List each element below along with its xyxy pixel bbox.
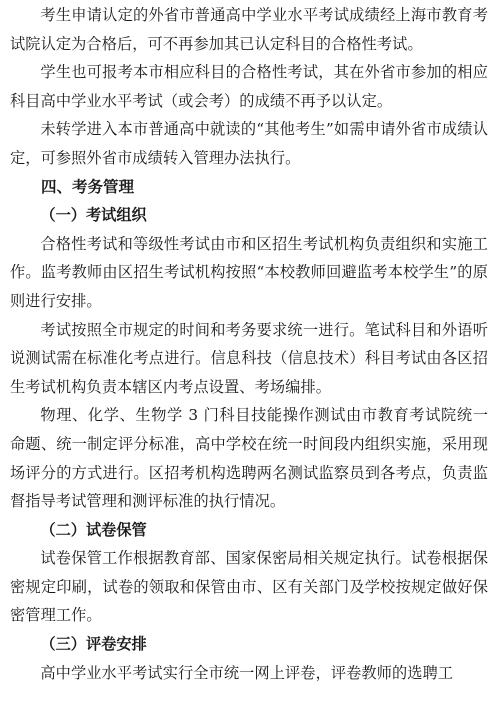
subheading-title: 试卷保管	[85, 520, 147, 539]
paragraph-exam-organization-3: 物理、化学、生物学 3 门科目技能操作测试由市教育考试院统一命题、统一制定评分标准，高中学校在统一时间段内组织实施，采用现场评分的方式进行。区招考机构选聘两名测试监察员到各考点，负责监督指导考试管理和测评标准的执行情况。	[10, 406, 488, 511]
paragraph-exam-organization-2: 考试按照全市规定的时间和考务要求统一进行。笔试科目和外语听说测试需在标准化考点进行。信息科技（信息技术）科目考试由各区招生考试机构负责本辖区内考点设置、考场编排。	[10, 320, 488, 396]
subheading-number: （二）	[40, 520, 86, 539]
paragraph-other-candidates: 未转学进入本市普通高中就读的“其他考生”如需申请外省市成绩认定，可参照外省市成绩转入管理办法执行。	[10, 120, 488, 167]
paragraph-local-exam-option: 学生也可报考本市相应科目的合格性考试，其在外省市参加的相应科目高中学业水平考试（或会考）的成绩不再予以认定。	[10, 63, 488, 110]
subheading-title: 评卷安排	[85, 635, 147, 654]
section-heading-exam-management: 四、考务管理	[41, 177, 135, 196]
paragraph-paper-custody: 试卷保管工作根据教育部、国家保密局相关规定执行。试卷根据保密规定印刷，试卷的领取和保管由市、区有关部门及学校按规定做好保密管理工作。	[10, 549, 488, 625]
subheading-number: （一）	[40, 206, 86, 225]
subheading-marking-arrangement	[10, 630, 488, 659]
subheading-title: 考试组织	[85, 206, 147, 225]
subheading-exam-organization	[10, 201, 488, 230]
paragraph-marking-arrangement: 高中学业水平考试实行全市统一网上评卷，评卷教师的选聘工	[40, 663, 454, 682]
subheading-number: （三）	[40, 635, 86, 654]
subheading-paper-custody	[10, 516, 488, 545]
paragraph-exam-organization-1: 合格性考试和等级性考试由市和区招生考试机构负责组织和实施工作。监考教师由区招生考试机构按照“本校教师回避监考本校学生”的原则进行安排。	[10, 234, 488, 310]
paragraph-recognition-result: 考生申请认定的外省市普通高中学业水平考试成绩经上海市教育考试院认定为合格后，可不再参加其已认定科目的合格性考试。	[10, 6, 488, 53]
